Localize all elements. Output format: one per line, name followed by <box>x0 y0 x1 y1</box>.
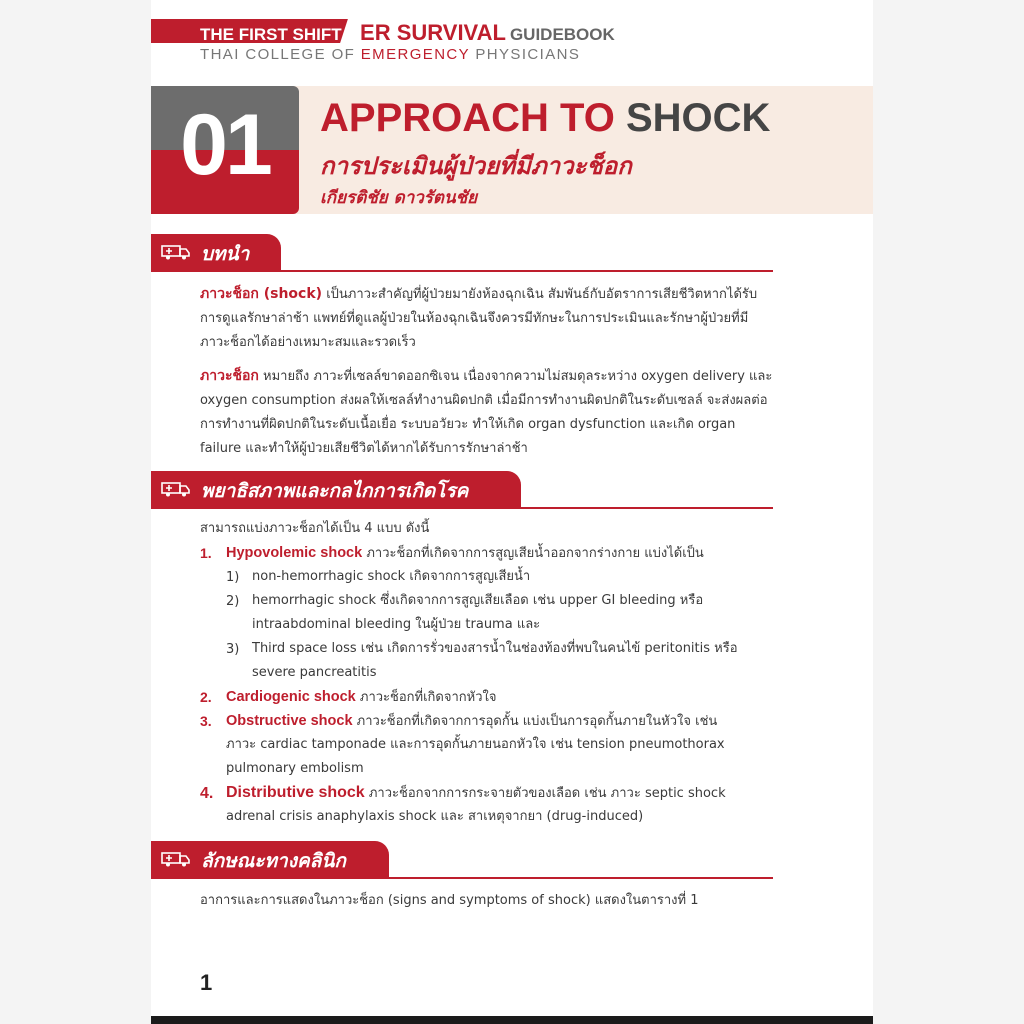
publisher-line <box>200 46 580 63</box>
section-title: พยาธิสภาพและกลไกการเกิดโรค <box>201 480 469 502</box>
chapter-author: เกียรติชัย ดาวรัตนชัย <box>320 188 478 208</box>
ambulance-icon <box>161 244 191 260</box>
section-title: บทนำ <box>201 243 250 265</box>
intro-p2-line: failure และทำให้ผู้ป่วยเสียชีวิตได้หากได้รับการรักษาล่าช้า <box>200 441 528 456</box>
list-number: 2. <box>200 689 212 705</box>
chapter-title-part1: APPROACH TO <box>320 96 615 140</box>
intro-paragraph-2 <box>200 364 773 461</box>
list-item-cont: pulmonary embolism <box>226 761 364 776</box>
list-number: 4. <box>200 785 214 802</box>
chapter-title <box>320 96 770 141</box>
sublist-number: 1) <box>226 570 240 585</box>
ambulance-icon <box>161 481 191 497</box>
intro-p2-line: ภาวะช็อก หมายถึง ภาวะที่เซลล์ขาดออกซิเจน เนื่องจากความไม่สมดุลระหว่าง oxygen delivery และ <box>200 368 773 384</box>
sublist-item-cont: intraabdominal bleeding ในผู้ป่วย trauma และ <box>252 617 541 632</box>
sublist-item: Third space loss เช่น เกิดการรั่วของสารน้ำในช่องท้องที่พบในคนไข้ peritonitis หรือ <box>252 641 738 656</box>
list-item: Cardiogenic shock ภาวะช็อกที่เกิดจากหัวใจ <box>226 689 497 705</box>
list-item: Distributive shock ภาวะช็อกจากการกระจายตัวของเลือด เช่น ภาวะ septic shock <box>226 784 726 801</box>
section-rule <box>151 877 773 879</box>
chapter-title-part2: SHOCK <box>625 96 771 140</box>
list-number: 1. <box>200 545 212 561</box>
list-item-cont: adrenal crisis anaphylaxis shock และ สาเหตุจากยา (drug-induced) <box>226 809 644 824</box>
section-heading-clinical <box>151 841 773 879</box>
shock-type-name: Distributive shock <box>226 784 365 801</box>
page-number: 1 <box>200 970 213 995</box>
intro-p1-line: ภาวะช็อก (shock) เป็นภาวะสำคัญที่ผู้ป่วยมายังห้องฉุกเฉิน สัมพันธ์กับอัตราการเสียชีวิตหากได้รับ <box>200 286 758 302</box>
sublist-item: hemorrhagic shock ซึ่งเกิดจากการสูญเสียเลือด เช่น upper GI bleeding หรือ <box>252 593 704 608</box>
section-rule <box>151 270 773 272</box>
publisher-post: PHYSICIANS <box>475 46 581 63</box>
publisher-em: EMERGENCY <box>360 46 470 63</box>
series-title <box>200 20 615 46</box>
series-suffix: GUIDEBOOK <box>509 25 615 44</box>
intro-p1-line: การดูแลรักษาล่าช้า แพทย์ที่ดูแลผู้ป่วยในห้องฉุกเฉินจึงควรมีทักษะในการประเมินและรักษาผู้ป่วยที่มี <box>200 311 749 326</box>
shock-type-name: Hypovolemic shock <box>226 545 363 561</box>
section-title: ลักษณะทางคลินิก <box>201 850 346 872</box>
shock-type-name: Obstructive shock <box>226 713 353 729</box>
shock-type-name: Cardiogenic shock <box>226 689 356 705</box>
list-item-cont: ภาวะ cardiac tamponade และการอุดกั้นภายนอกหัวใจ เช่น tension pneumothorax <box>226 737 725 752</box>
section-heading-intro <box>151 234 773 272</box>
clinical-text: อาการและการแสดงในภาวะช็อก (signs and symptoms of shock) แสดงในตารางที่ 1 <box>200 893 699 908</box>
patho-lead: สามารถแบ่งภาวะช็อกได้เป็น 4 แบบ ดังนี้ <box>200 521 430 536</box>
intro-p2-line: การทำงานที่ผิดปกติในระดับเนื้อเยื่อ ระบบอวัยวะ ทำให้เกิด organ dysfunction และเกิด organ <box>200 417 736 432</box>
list-number: 3. <box>200 713 212 729</box>
intro-p2-line: oxygen consumption ส่งผลให้เซลล์ทำงานผิดปกติ เมื่อมีการทำงานผิดปกติในระดับเซลล์ จะส่งผลต่อ <box>200 393 768 408</box>
chapter-title-thai: การประเมินผู้ป่วยที่มีภาวะช็อก <box>320 152 632 180</box>
section-rule <box>151 507 773 509</box>
sublist-number: 2) <box>226 594 240 609</box>
sublist-item: non-hemorrhagic shock เกิดจากการสูญเสียน้ำ <box>252 569 531 584</box>
list-item: Obstructive shock ภาวะช็อกที่เกิดจากการอุดกั้น แบ่งเป็นการอุดกั้นภายในหัวใจ เช่น <box>226 713 718 729</box>
intro-paragraph-1 <box>200 282 773 355</box>
intro-p2-keyword: ภาวะช็อก <box>200 368 259 384</box>
list-item: Hypovolemic shock ภาวะช็อกที่เกิดจากการสูญเสียน้ำออกจากร่างกาย แบ่งได้เป็น <box>226 545 704 561</box>
page-bottom-bar <box>151 1016 873 1024</box>
section-heading-patho <box>151 471 773 509</box>
publisher-pre: THAI COLLEGE OF <box>200 46 356 63</box>
series-prefix: THE FIRST SHIFT : <box>200 25 353 44</box>
sublist-number: 3) <box>226 642 240 657</box>
intro-p1-keyword: ภาวะช็อก (shock) <box>200 286 323 302</box>
sublist-item-cont: severe pancreatitis <box>252 665 377 680</box>
intro-p1-line: ภาวะช็อกได้อย่างเหมาะสมและรวดเร็ว <box>200 335 416 350</box>
chapter-number: 01 <box>180 97 270 193</box>
ambulance-icon <box>161 851 191 867</box>
series-main: ER SURVIVAL <box>360 20 506 45</box>
